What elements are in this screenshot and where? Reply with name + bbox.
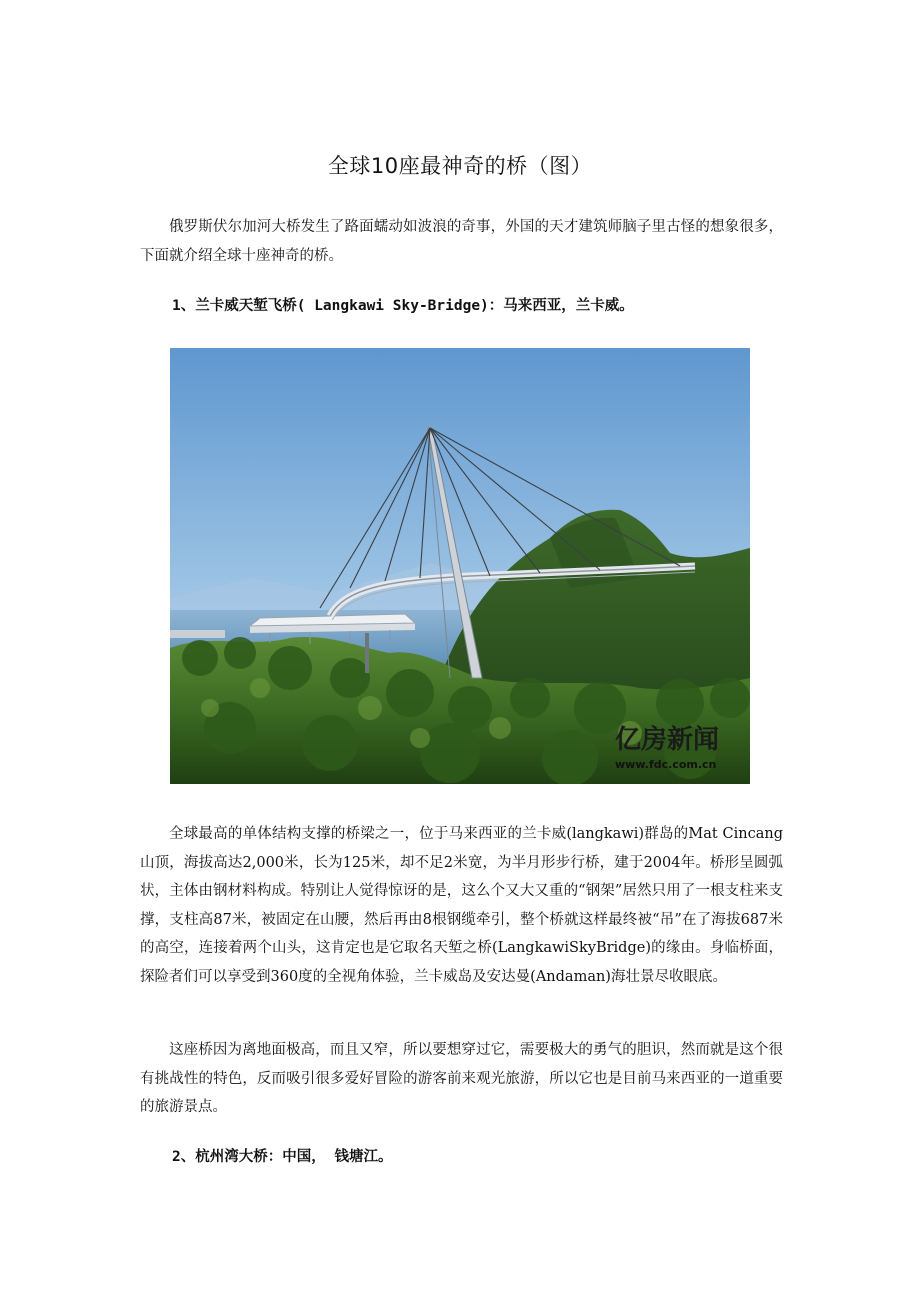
section-1-paragraph-1: 全球最高的单体结构支撑的桥梁之一，位于马来西亚的兰卡威(langkawi)群岛的Mat Cincang山顶，海拔高达2,000米，长为125米，却不足2米宽，为半月形步行桥，建于2004年。桥形呈圆弧状，主体由钢材料构成。特别让人觉得惊讶的是，这么个又大又重的“钢架”居然只用了一根支柱来支撑，支柱高87米，被固定在山腰，然后再由8根钢缆牵引，整个桥就这样最终被“吊”在了海拔687米的高空，连接着两个山头，这肯定也是它取名天堑之桥(LangkawiSkyBridge)的缘由。身临桥面，探险者们可以享受到360度的全视角体验，兰卡威岛及安达曼(Andaman)海壮景尽收眼底。	[140, 826, 783, 985]
langkawi-sky-bridge-photo	[170, 348, 750, 784]
watermark-url: www.fdc.com.cn	[615, 758, 717, 771]
section-1-heading: 1、兰卡威天堑飞桥( Langkawi Sky-Bridge)：马来西亚，兰卡威。	[172, 298, 634, 314]
watermark	[615, 724, 719, 771]
watermark-logo-text: 亿房新闻	[615, 725, 720, 755]
intro-paragraph: 俄罗斯伏尔加河大桥发生了路面蠕动如波浪的奇事，外国的天才建筑师脑子里古怪的想象很多，下面就介绍全球十座神奇的桥。	[140, 219, 783, 264]
page-title: 全球10座最神奇的桥（图）	[327, 154, 593, 178]
section-2-heading: 2、杭州湾大桥：中国， 钱塘江。	[172, 1149, 393, 1165]
section-1-paragraph-2: 这座桥因为离地面极高，而且又窄，所以要想穿过它，需要极大的勇气的胆识，然而就是这个很有挑战性的特色，反而吸引很多爱好冒险的游客前来观光旅游，所以它也是目前马来西亚的一道重要的旅游景点。	[140, 1042, 783, 1115]
